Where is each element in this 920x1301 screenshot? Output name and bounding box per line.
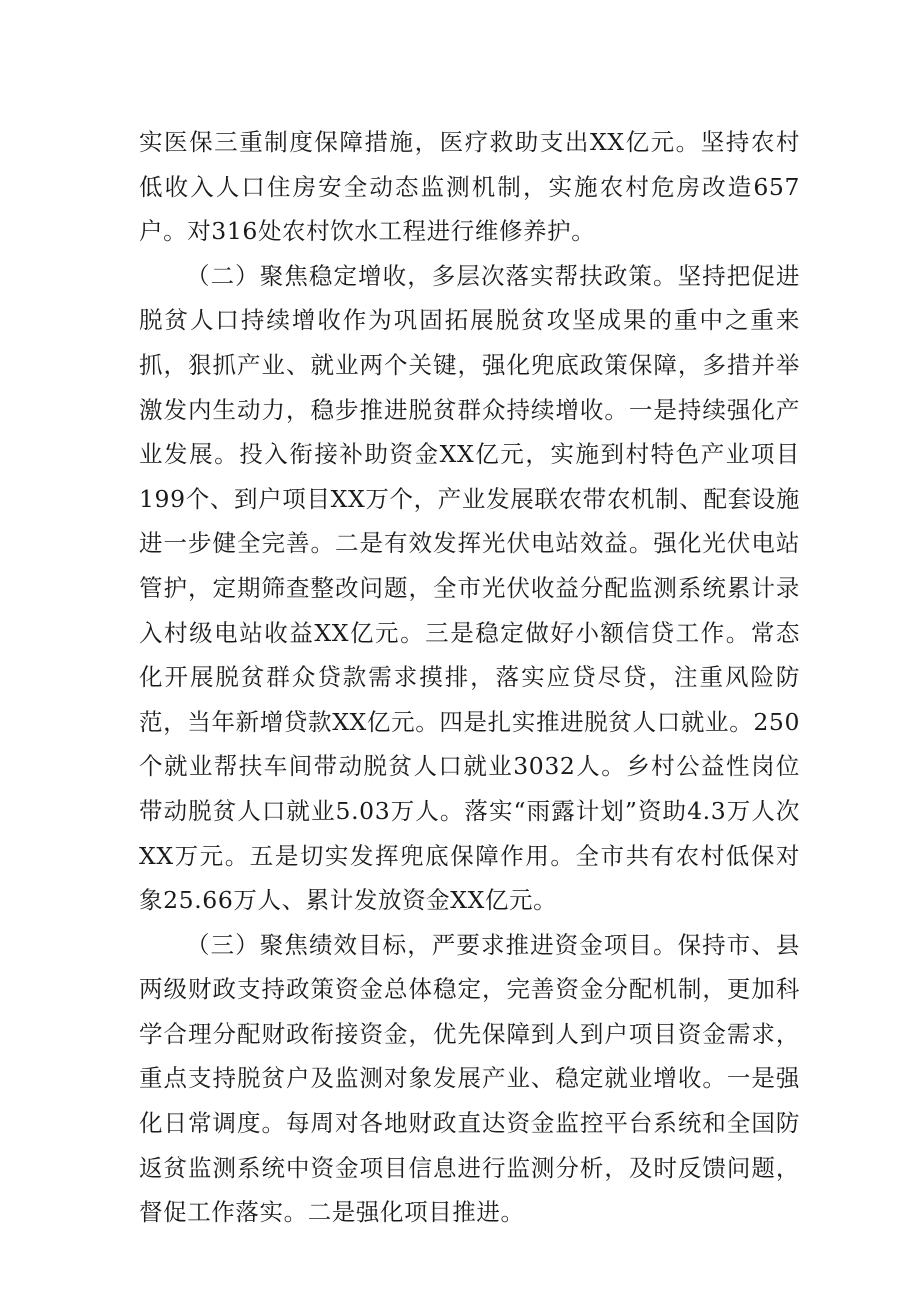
paragraph-continuation: 实医保三重制度保障措施，医疗救助支出XX亿元。坚持农村低收入人口住房安全动态监测机制，实施农村危房改造657户。对316处农村饮水工程进行维修养护。 — [139, 128, 800, 246]
document-body — [139, 120, 800, 1235]
paragraph-section-three: （三）聚焦绩效目标，严要求推进资金项目。保持市、县两级财政支持政策资金总体稳定，完善资金分配机制，更加科学合理分配财政衔接资金，优先保障到人到户项目资金需求，重点支持脱贫户及监测对象发展产业、稳定就业增收。一是强化日常调度。每周对各地财政直达资金监控平台系统和全国防返贫监测系统中资金项目信息进行监测分析，及时反馈问题，督促工作落实。二是强化项目推进。 — [139, 930, 800, 1227]
paragraph-section-two: （二）聚焦稳定增收，多层次落实帮扶政策。坚持把促进脱贫人口持续增收作为巩固拓展脱贫攻坚成果的重中之重来抓，狠抓产业、就业两个关键，强化兜底政策保障，多措并举激发内生动力，稳步推进脱贫群众持续增收。一是持续强化产业发展。投入衔接补助资金XX亿元，实施到村特色产业项目199个、到户项目XX万个，产业发展联农带农机制、配套设施进一步健全完善。二是有效发挥光伏电站效益。强化光伏电站管护，定期筛查整改问题，全市光伏收益分配监测系统累计录入村级电站收益XX亿元。三是稳定做好小额信贷工作。常态化开展脱贫群众贷款需求摸排，落实应贷尽贷，注重风险防范，当年新增贷款XX亿元。四是扎实推进脱贫人口就业。250个就业帮扶车间带动脱贫人口就业3032人。乡村公益性岗位带动脱贫人口就业5.03万人。落实“雨露计划”资助4.3万人次XX万元。五是切实发挥兜底保障作用。全市共有农村低保对象25.66万人、累计发放资金XX亿元。 — [139, 261, 800, 915]
